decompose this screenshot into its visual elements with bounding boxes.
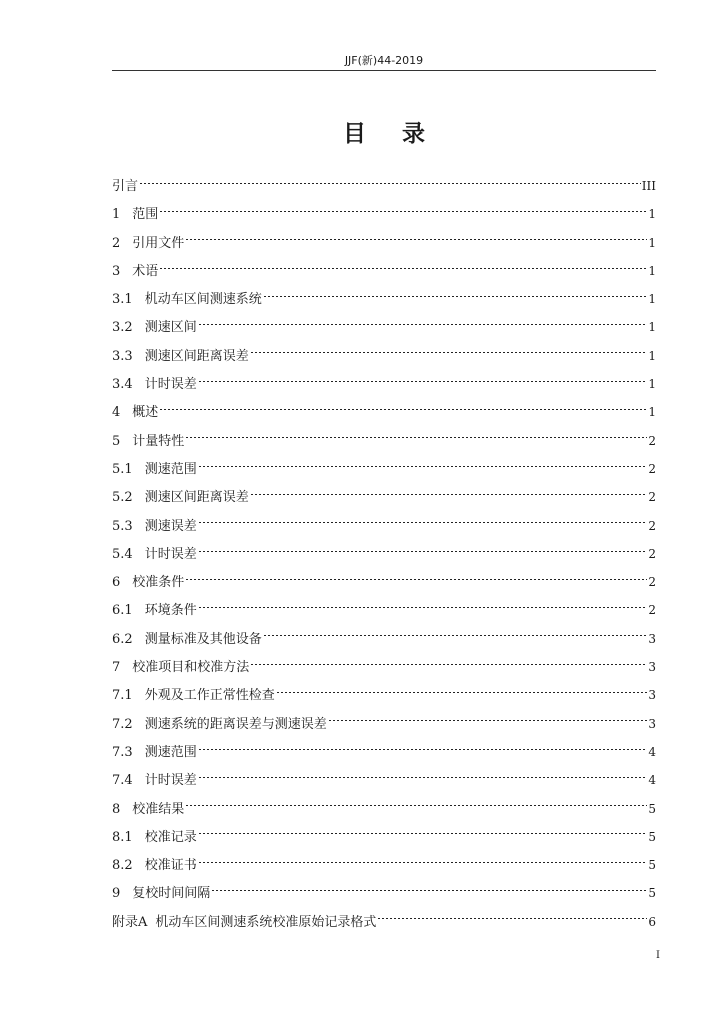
toc-entry-title: 校准项目和校准方法 [132,660,250,676]
toc-entry[interactable] [112,257,656,285]
dot-leader [198,749,648,750]
toc-entry[interactable] [112,370,656,398]
dot-leader [263,635,648,636]
toc-entry-page: 5 [648,801,656,816]
dot-leader [198,381,648,382]
dot-leader [198,833,648,834]
toc-entry[interactable] [112,596,656,624]
dot-leader [377,918,647,919]
dot-leader [211,890,647,891]
toc-entry-page: 5 [648,886,656,901]
dot-leader [198,324,648,325]
dot-leader [185,437,647,438]
toc-entry-title: 计时误差 [144,377,197,393]
toc-entry-number: 附录A [112,914,148,930]
toc-entry-page: 4 [648,744,656,759]
toc-entry-title: 校准结果 [132,801,185,817]
toc-entry-title: 复校时间间隔 [132,886,211,902]
toc-entry-page: 2 [648,461,656,476]
toc-entry-page: 2 [648,575,656,590]
toc-entry-title: 校准证书 [144,858,197,874]
toc-entry-number: 7.3 [112,744,133,760]
toc-entry-number: 8.2 [112,858,133,874]
toc-entry-number: 1 [112,207,121,223]
toc-entry[interactable] [112,398,656,426]
toc-entry-number: 8 [112,801,121,817]
toc-entry-number: 5 [112,433,121,449]
dot-leader [185,579,647,580]
toc-entry-number: 7 [112,660,121,676]
toc-entry-page: 3 [648,631,656,646]
header-rule [112,70,656,71]
toc-entry-page: 1 [648,377,656,392]
toc-entry-title: 测量标准及其他设备 [144,631,262,647]
dot-leader [139,183,641,184]
toc-entry-page: 3 [648,688,656,703]
dot-leader [198,607,648,608]
toc-entry-title: 概述 [132,405,159,421]
toc-entry-title: 计时误差 [144,546,197,562]
toc-entry-page: 5 [648,858,656,873]
toc-entry-appendix-a[interactable] [112,908,656,936]
toc-entry[interactable] [112,455,656,483]
toc-entry-page: 2 [648,546,656,561]
dot-leader [250,664,647,665]
dot-leader [250,494,648,495]
toc-entry-number: 3.4 [112,377,133,393]
dot-leader [198,862,648,863]
toc-entry-number: 3.3 [112,348,133,364]
toc-entry-number: 5.2 [112,490,133,506]
toc-entry-number: 7.1 [112,688,133,704]
toc-entry-title: 测速区间 [144,320,197,336]
dot-leader [263,296,648,297]
toc-entry[interactable] [112,285,656,313]
toc-entry-number: 2 [112,235,121,251]
toc-entry-number: 5.1 [112,461,133,477]
toc-entry-title: 引用文件 [132,235,185,251]
toc-entry-title: 校准记录 [144,829,197,845]
dot-leader [159,268,647,269]
toc-entry[interactable] [112,540,656,568]
toc-entry[interactable] [112,681,656,709]
toc-entry-title: 环境条件 [144,603,197,619]
dot-leader [198,777,648,778]
toc-entry-page: 1 [648,263,656,278]
toc-entry-page: 1 [648,235,656,250]
toc-entry-page: 5 [648,829,656,844]
toc-entry-title: 测速区间距离误差 [144,348,249,364]
toc-entry-page: 2 [648,433,656,448]
toc-entry-number: 3.1 [112,292,133,308]
toc-entry-page: 1 [648,292,656,307]
toc-entry-introduction[interactable] [112,172,656,200]
toc-entry-page: 6 [648,914,656,929]
toc-entry-number: 6 [112,575,121,591]
toc-entry-title: 测速区间距离误差 [144,490,249,506]
toc-entry-page: 1 [648,320,656,335]
toc-entry-page: 3 [648,716,656,731]
toc-entry-page: 1 [648,207,656,222]
toc-entry[interactable] [112,427,656,455]
toc-entry-title: 外观及工作正常性检查 [144,688,275,704]
toc-entry-number: 9 [112,886,121,902]
toc-entry-page: 1 [648,348,656,363]
toc-entry-title: 计时误差 [144,773,197,789]
toc-entry-title: 校准条件 [132,575,185,591]
toc-entry-title: 术语 [132,263,159,279]
toc-title: 目录 [343,121,461,147]
dot-leader [185,805,647,806]
running-header: JJF(新)44-2019 [344,54,424,67]
page-number: I [656,950,660,961]
toc-entry-title: 测速范围 [144,744,197,760]
toc-entry-page: 4 [648,773,656,788]
toc-entry-title: 测速系统的距离误差与测速误差 [144,716,327,732]
toc-entry-page: III [641,179,656,193]
toc-entry[interactable] [112,342,656,370]
toc-entry[interactable] [112,568,656,596]
toc-entry[interactable] [112,823,656,851]
dot-leader [159,409,647,410]
toc-entry[interactable] [112,795,656,823]
toc-entry-number: 5.4 [112,546,133,562]
dot-leader [250,352,648,353]
toc-entry[interactable] [112,879,656,907]
dot-leader [276,692,648,693]
toc-entry[interactable] [112,851,656,879]
toc-entry-title: 范围 [132,207,159,223]
dot-leader [198,466,648,467]
toc-entry-title: 机动车区间测速系统校准原始记录格式 [155,914,377,930]
toc-entry-number: 3.2 [112,320,133,336]
dot-leader [198,522,648,523]
toc-entry-page: 2 [648,518,656,533]
toc-entry[interactable] [112,738,656,766]
toc-entry-number: 5.3 [112,518,133,534]
toc-entry-page: 2 [648,490,656,505]
toc-entry-number: 8.1 [112,829,133,845]
toc-entry-title: 引言 [112,179,139,194]
toc-entry[interactable] [112,483,656,511]
toc-entry-title: 测速范围 [144,461,197,477]
table-of-contents [112,172,656,936]
toc-entry-page: 2 [648,603,656,618]
toc-entry[interactable] [112,710,656,738]
toc-entry[interactable] [112,625,656,653]
toc-entry-page: 1 [648,405,656,420]
toc-entry[interactable] [112,766,656,794]
toc-entry-number: 7.2 [112,716,133,732]
toc-entry[interactable] [112,313,656,341]
toc-entry-number: 4 [112,405,121,421]
toc-entry-title: 测速误差 [144,518,197,534]
dot-leader [198,551,648,552]
dot-leader [159,211,647,212]
toc-entry-number: 6.1 [112,603,133,619]
toc-entry[interactable] [112,200,656,228]
toc-entry-number: 3 [112,263,121,279]
toc-entry-page: 3 [648,660,656,675]
toc-entry-number: 7.4 [112,773,133,789]
toc-entry-number: 6.2 [112,631,133,647]
toc-entry-title: 计量特性 [132,433,185,449]
toc-entry[interactable] [112,653,656,681]
dot-leader [185,239,647,240]
toc-entry[interactable] [112,512,656,540]
toc-entry[interactable] [112,229,656,257]
dot-leader [328,720,648,721]
toc-entry-title: 机动车区间测速系统 [144,292,262,308]
